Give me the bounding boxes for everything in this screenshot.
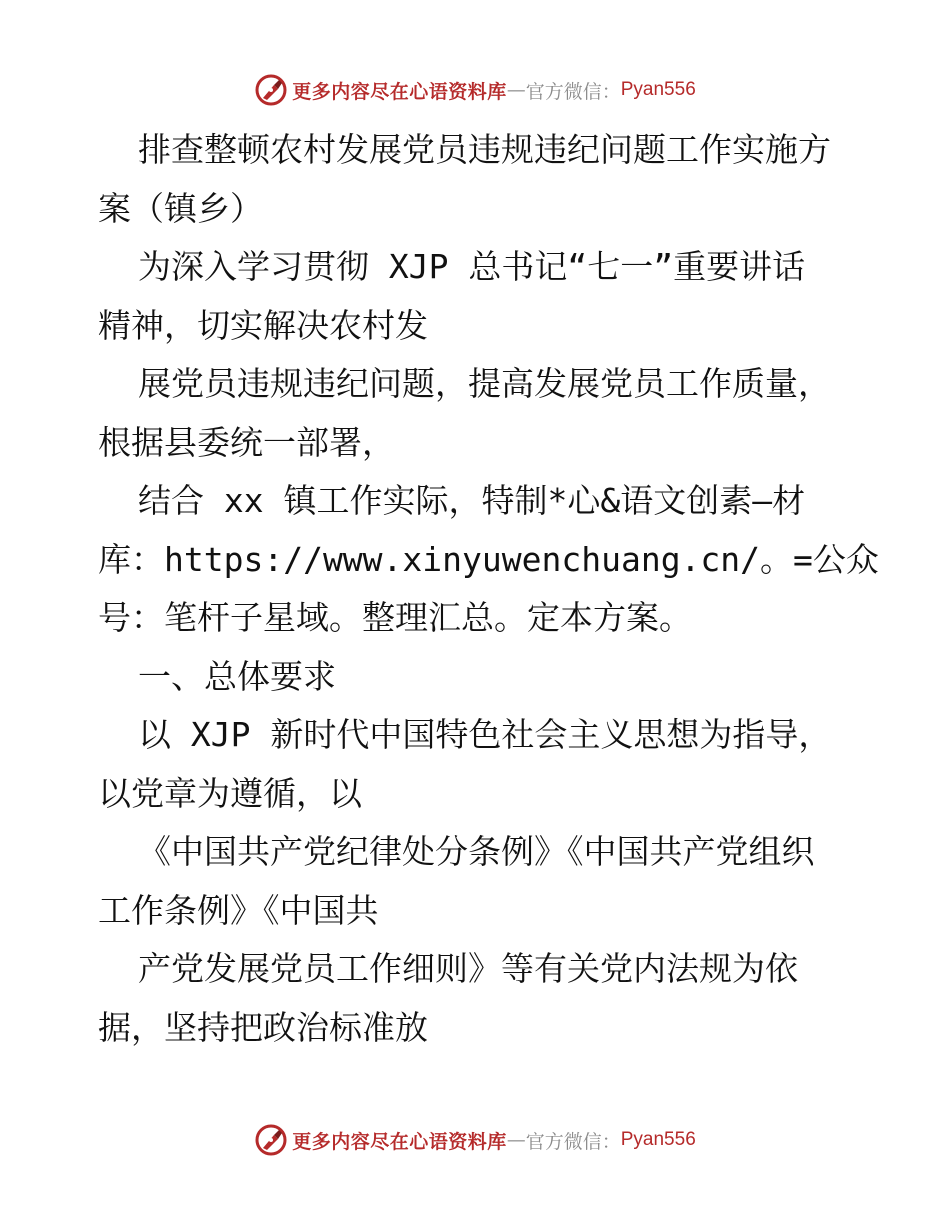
- doc-title-line-1: 排查整顿农村发展党员违规违纪问题工作实施方: [138, 130, 831, 169]
- paragraph-line: 《中国共产党纪律处分条例》《中国共产党组织: [138, 832, 815, 871]
- banner-separator: —: [506, 79, 526, 101]
- paragraph-line: 产党发展党员工作细则》等有关党内法规为依: [138, 949, 798, 988]
- paragraph-line: 为深入学习贯彻 XJP 总书记“七一”重要讲话: [138, 247, 806, 286]
- paragraph-line: 根据县委统一部署，: [98, 422, 395, 462]
- paragraph-line: 展党员违规违纪问题，提高发展党员工作质量，: [138, 364, 831, 403]
- section-heading: 一、总体要求: [138, 656, 336, 696]
- doc-title-line-2: 案（镇乡）: [98, 188, 263, 228]
- pen-nib-logo-icon: [254, 73, 288, 107]
- banner-title: 更多内容尽在心语资料库: [292, 1130, 507, 1153]
- banner-wechat-id: Pyan556: [620, 79, 696, 100]
- banner-wechat-label: 官方微信：: [525, 80, 621, 103]
- paragraph-line: 号：笔杆子星域。整理汇总。定本方案。: [98, 598, 692, 637]
- header-watermark-banner: [0, 70, 950, 110]
- banner-separator: —: [506, 1129, 526, 1151]
- banner-wechat-id: Pyan556: [620, 1129, 696, 1150]
- banner-wechat-label: 官方微信：: [525, 1130, 621, 1153]
- paragraph-line: 据，坚持把政治标准放: [98, 1007, 428, 1047]
- banner-title: 更多内容尽在心语资料库: [292, 80, 507, 103]
- paragraph-line: 以 XJP 新时代中国特色社会主义思想为指导，: [138, 715, 832, 754]
- paragraph-line: 以党章为遵循，以: [98, 773, 362, 813]
- paragraph-line: 精神，切实解决农村发: [98, 305, 428, 345]
- pen-nib-logo-icon: [254, 1123, 288, 1157]
- paragraph-line: 工作条例》《中国共: [98, 890, 379, 930]
- footer-watermark-banner: [0, 1120, 950, 1160]
- paragraph-line: 结合 xx 镇工作实际，特制*心&语文创素—材: [138, 481, 806, 520]
- paragraph-line: 库：https://www.xinyuwenchuang.cn/。=公众: [98, 539, 879, 579]
- document-body: [98, 121, 878, 1057]
